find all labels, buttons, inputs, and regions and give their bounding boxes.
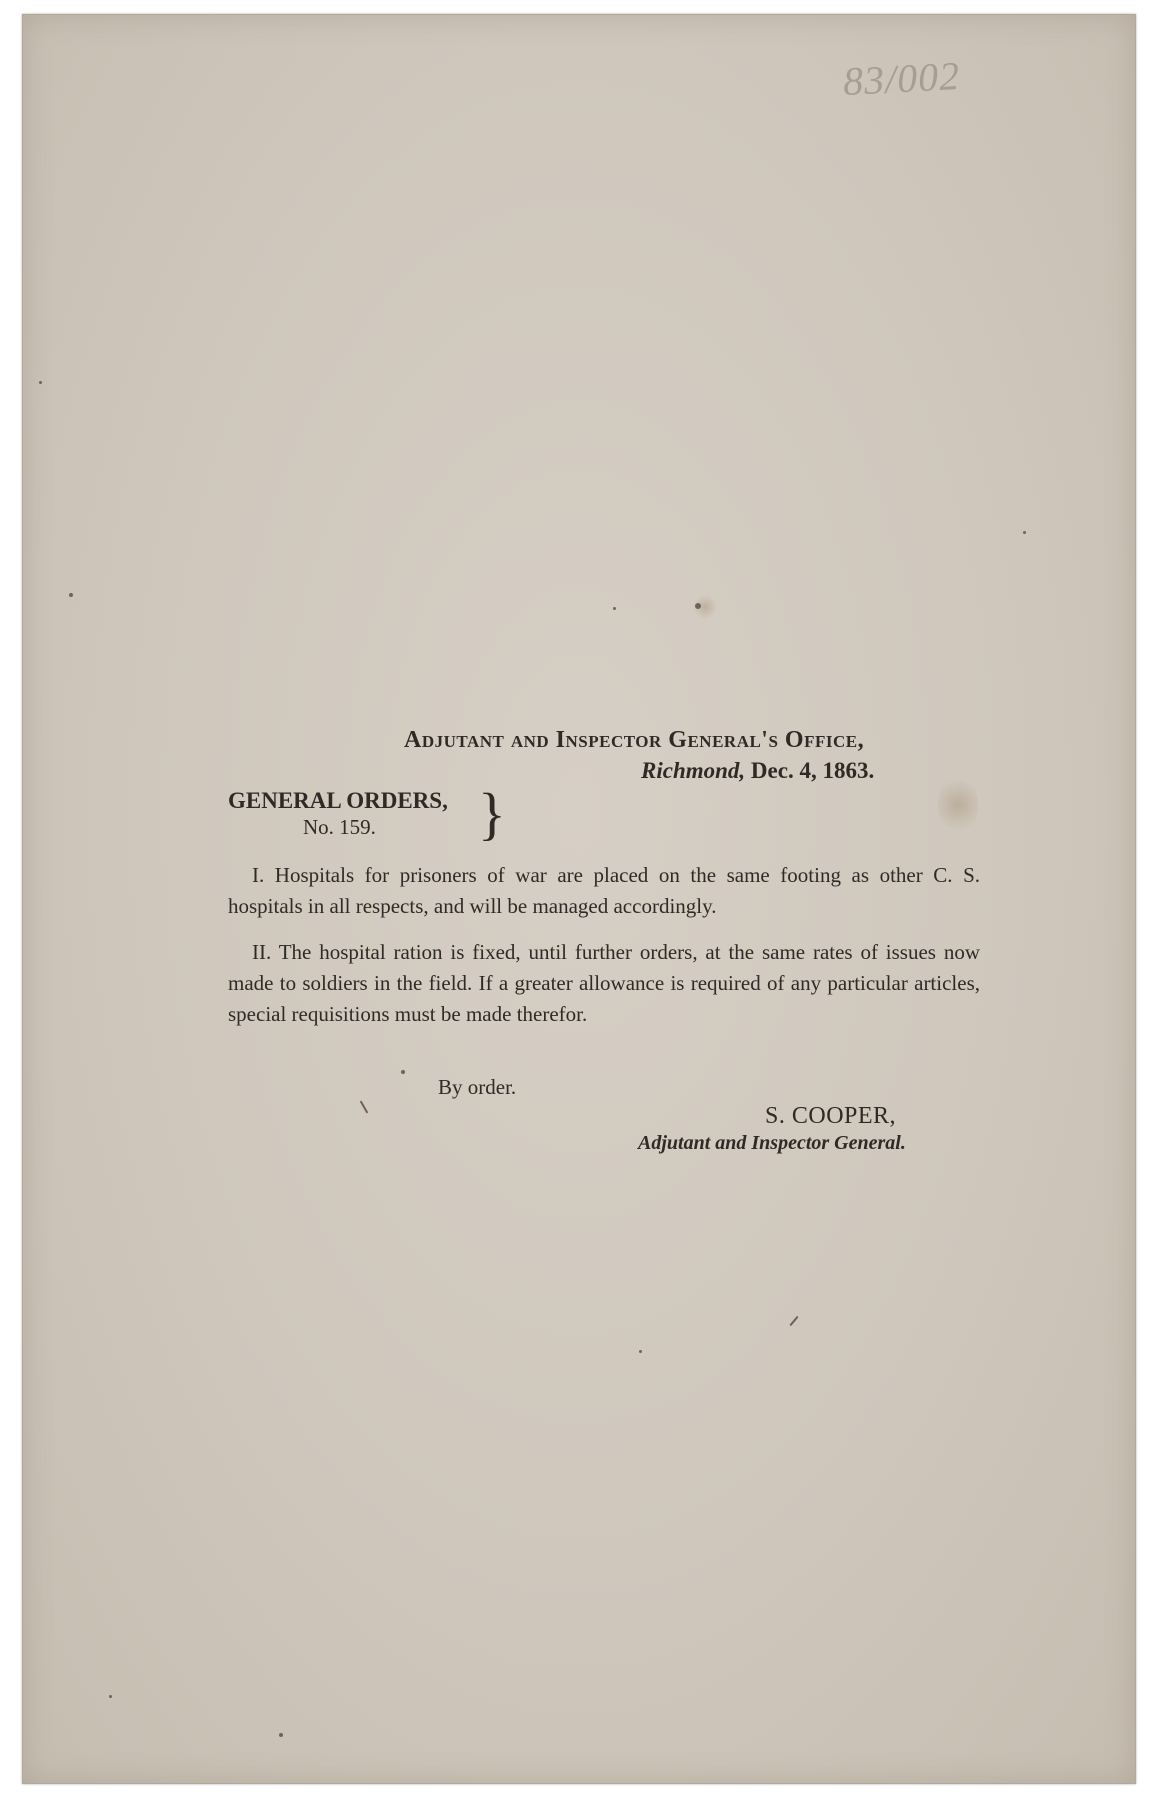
paper-speck xyxy=(360,1100,369,1113)
paper-speck xyxy=(39,381,42,384)
accession-number: 83/002 xyxy=(841,52,962,105)
paper-speck xyxy=(695,603,701,609)
paper-speck xyxy=(639,1350,642,1353)
paper-speck xyxy=(69,593,73,597)
order-date: Dec. 4, 1863. xyxy=(750,758,875,783)
paper-speck xyxy=(1023,531,1026,534)
paragraph-one: I. Hospitals for prisoners of war are placed on the same footing as other C. S. hospitals in all respects, and will be managed accordingly. xyxy=(228,863,980,918)
paper-speck xyxy=(401,1070,405,1074)
paper-speck xyxy=(279,1733,283,1737)
by-order-line: By order. xyxy=(438,1075,517,1099)
place-name: Richmond, xyxy=(641,758,746,783)
paper-speck xyxy=(789,1316,798,1326)
signer-name: S. COOPER, xyxy=(765,1103,897,1129)
paper-stain xyxy=(938,775,978,835)
brace-symbol: } xyxy=(478,781,506,846)
document-sheet xyxy=(22,14,1136,1784)
place-date-line xyxy=(641,758,874,784)
general-orders-title: GENERAL ORDERS, xyxy=(228,788,448,813)
paper-speck xyxy=(109,1695,112,1698)
paragraph-two: II. The hospital ration is fixed, until further orders, at the same rates of issues now made to soldiers in the field. If a greater allowance is required of any particular articles, special requisitions must be made therefor. xyxy=(228,940,980,1026)
general-orders-number: No. 159. xyxy=(303,815,376,839)
paper-speck xyxy=(613,607,616,610)
signer-title: Adjutant and Inspector General. xyxy=(638,1132,906,1154)
office-heading: Adjutant and Inspector General's Office, xyxy=(404,727,865,753)
